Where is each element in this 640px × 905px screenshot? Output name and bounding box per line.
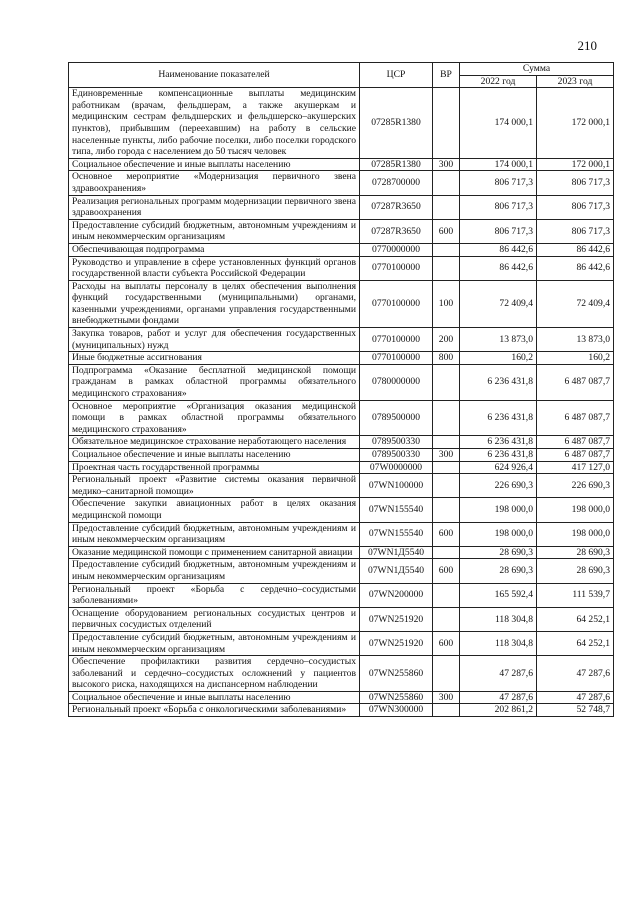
row-name-cell: Проектная часть государственной программы bbox=[69, 461, 360, 474]
row-csr-cell: 0789500000 bbox=[360, 400, 433, 436]
table-row bbox=[69, 559, 614, 583]
row-csr-cell: 0770100000 bbox=[360, 352, 433, 365]
row-sum-2022-cell: 202 861,2 bbox=[460, 704, 537, 717]
row-name-cell: Оказание медицинской помощи с применением санитарной авиации bbox=[69, 546, 360, 559]
row-sum-2023-cell: 28 690,3 bbox=[537, 546, 614, 559]
table-row bbox=[69, 195, 614, 219]
table-row bbox=[69, 256, 614, 280]
row-sum-2023-cell: 806 717,3 bbox=[537, 171, 614, 195]
row-sum-2022-cell: 47 287,6 bbox=[460, 691, 537, 704]
table-row bbox=[69, 583, 614, 607]
row-csr-cell: 0789500330 bbox=[360, 436, 433, 449]
row-name-cell: Реализация региональных программ модернизации первичного звена здравоохранения bbox=[69, 195, 360, 219]
row-sum-2022-cell: 174 000,1 bbox=[460, 88, 537, 159]
row-vr-cell bbox=[433, 461, 460, 474]
table-row bbox=[69, 522, 614, 546]
table-row bbox=[69, 219, 614, 243]
row-csr-cell: 0770100000 bbox=[360, 280, 433, 327]
row-name-cell: Закупка товаров, работ и услуг для обеспечения государственных (муниципальных) нужд bbox=[69, 328, 360, 352]
row-name-cell: Предоставление субсидий бюджетным, автономным учреждениям и иным некоммерческим организациям bbox=[69, 631, 360, 655]
header-name: Наименование показателей bbox=[69, 63, 360, 88]
row-vr-cell bbox=[433, 656, 460, 692]
row-vr-cell bbox=[433, 195, 460, 219]
row-sum-2022-cell: 86 442,6 bbox=[460, 256, 537, 280]
row-csr-cell: 07WN1Д5540 bbox=[360, 559, 433, 583]
row-csr-cell: 0728700000 bbox=[360, 171, 433, 195]
row-csr-cell: 07WN155540 bbox=[360, 498, 433, 522]
row-name-cell: Подпрограмма «Оказание бесплатной медицинской помощи гражданам в рамках областной программы обязательного медицинского страхования» bbox=[69, 364, 360, 400]
row-vr-cell bbox=[433, 474, 460, 498]
row-name-cell: Расходы на выплаты персоналу в целях обеспечения выполнения функций государственными (муниципальными) органами, казенными учреждениями, органами управления государственными внебюджетными фондами bbox=[69, 280, 360, 327]
table-row bbox=[69, 280, 614, 327]
row-csr-cell: 0770100000 bbox=[360, 256, 433, 280]
row-sum-2022-cell: 47 287,6 bbox=[460, 656, 537, 692]
row-name-cell: Основное мероприятие «Модернизация первичного звена здравоохранения» bbox=[69, 171, 360, 195]
row-csr-cell: 07WN251920 bbox=[360, 631, 433, 655]
row-sum-2023-cell: 28 690,3 bbox=[537, 559, 614, 583]
row-sum-2022-cell: 6 236 431,8 bbox=[460, 364, 537, 400]
row-vr-cell bbox=[433, 498, 460, 522]
row-csr-cell: 0770000000 bbox=[360, 243, 433, 256]
row-vr-cell: 300 bbox=[433, 449, 460, 462]
row-name-cell: Предоставление субсидий бюджетным, автономным учреждениям и иным некоммерческим организациям bbox=[69, 219, 360, 243]
row-name-cell: Предоставление субсидий бюджетным, автономным учреждениям и иным некоммерческим организациям bbox=[69, 559, 360, 583]
table-row bbox=[69, 88, 614, 159]
row-sum-2022-cell: 806 717,3 bbox=[460, 171, 537, 195]
row-csr-cell: 07WN255860 bbox=[360, 691, 433, 704]
table-body bbox=[69, 88, 614, 717]
row-sum-2022-cell: 86 442,6 bbox=[460, 243, 537, 256]
row-csr-cell: 0780000000 bbox=[360, 364, 433, 400]
row-vr-cell: 600 bbox=[433, 219, 460, 243]
row-vr-cell: 800 bbox=[433, 352, 460, 365]
table-row bbox=[69, 498, 614, 522]
row-sum-2023-cell: 806 717,3 bbox=[537, 219, 614, 243]
row-vr-cell bbox=[433, 88, 460, 159]
table-row bbox=[69, 461, 614, 474]
row-csr-cell: 0789500330 bbox=[360, 449, 433, 462]
row-sum-2023-cell: 47 287,6 bbox=[537, 656, 614, 692]
row-csr-cell: 07285R1380 bbox=[360, 158, 433, 171]
table-row bbox=[69, 546, 614, 559]
header-sum: Сумма bbox=[460, 63, 614, 76]
table-row bbox=[69, 158, 614, 171]
row-sum-2023-cell: 6 487 087,7 bbox=[537, 449, 614, 462]
row-sum-2022-cell: 174 000,1 bbox=[460, 158, 537, 171]
header-year-2022: 2022 год bbox=[460, 75, 537, 88]
table-row bbox=[69, 691, 614, 704]
row-name-cell: Единовременные компенсационные выплаты медицинским работникам (врачам, фельдшерам, а также акушеркам и медицинским сестрам фельдшерских и фельдшерско–акушерских пунктов), прибывшим (переехавшим) на работу в сельские населенные пункты, либо рабочие поселки, либо поселки городского типа, либо города с населением до 50 тысяч человек bbox=[69, 88, 360, 159]
row-name-cell: Обеспечение профилактики развития сердечно–сосудистых заболеваний и сердечно–сосудистых осложнений у пациентов высокого риска, находящихся на диспансерном наблюдении bbox=[69, 656, 360, 692]
row-sum-2022-cell: 28 690,3 bbox=[460, 559, 537, 583]
row-name-cell: Обеспечение закупки авиационных работ в целях оказания медицинской помощи bbox=[69, 498, 360, 522]
row-name-cell: Предоставление субсидий бюджетным, автономным учреждениям и иным некоммерческим организациям bbox=[69, 522, 360, 546]
table-row bbox=[69, 631, 614, 655]
header-vr: ВР bbox=[433, 63, 460, 88]
row-sum-2023-cell: 6 487 087,7 bbox=[537, 400, 614, 436]
row-vr-cell bbox=[433, 436, 460, 449]
row-vr-cell: 600 bbox=[433, 522, 460, 546]
row-sum-2023-cell: 172 000,1 bbox=[537, 88, 614, 159]
row-sum-2023-cell: 52 748,7 bbox=[537, 704, 614, 717]
row-sum-2022-cell: 6 236 431,8 bbox=[460, 400, 537, 436]
row-csr-cell: 07WN155540 bbox=[360, 522, 433, 546]
row-vr-cell bbox=[433, 364, 460, 400]
row-csr-cell: 07W0000000 bbox=[360, 461, 433, 474]
row-csr-cell: 07WN100000 bbox=[360, 474, 433, 498]
row-sum-2023-cell: 806 717,3 bbox=[537, 195, 614, 219]
table-header bbox=[69, 63, 614, 88]
row-sum-2023-cell: 86 442,6 bbox=[537, 243, 614, 256]
row-sum-2022-cell: 226 690,3 bbox=[460, 474, 537, 498]
row-sum-2022-cell: 806 717,3 bbox=[460, 195, 537, 219]
table-row bbox=[69, 352, 614, 365]
row-name-cell: Социальное обеспечение и иные выплаты населению bbox=[69, 158, 360, 171]
row-sum-2023-cell: 64 252,1 bbox=[537, 607, 614, 631]
table-row bbox=[69, 400, 614, 436]
row-csr-cell: 07WN300000 bbox=[360, 704, 433, 717]
row-name-cell: Руководство и управление в сфере установленных функций органов государственной власти субъекта Российской Федерации bbox=[69, 256, 360, 280]
table-row bbox=[69, 449, 614, 462]
row-vr-cell: 200 bbox=[433, 328, 460, 352]
row-sum-2022-cell: 198 000,0 bbox=[460, 498, 537, 522]
row-name-cell: Иные бюджетные ассигнования bbox=[69, 352, 360, 365]
row-sum-2022-cell: 118 304,8 bbox=[460, 631, 537, 655]
row-sum-2023-cell: 64 252,1 bbox=[537, 631, 614, 655]
row-vr-cell bbox=[433, 171, 460, 195]
row-vr-cell: 300 bbox=[433, 691, 460, 704]
row-sum-2022-cell: 28 690,3 bbox=[460, 546, 537, 559]
row-vr-cell: 600 bbox=[433, 631, 460, 655]
row-sum-2022-cell: 6 236 431,8 bbox=[460, 449, 537, 462]
table-row bbox=[69, 243, 614, 256]
row-csr-cell: 07WN1Д5540 bbox=[360, 546, 433, 559]
table-row bbox=[69, 171, 614, 195]
row-csr-cell: 07285R1380 bbox=[360, 88, 433, 159]
row-sum-2022-cell: 198 000,0 bbox=[460, 522, 537, 546]
row-name-cell: Оснащение оборудованием региональных сосудистых центров и первичных сосудистых отделений bbox=[69, 607, 360, 631]
row-csr-cell: 07WN251920 bbox=[360, 607, 433, 631]
row-sum-2023-cell: 47 287,6 bbox=[537, 691, 614, 704]
row-sum-2023-cell: 111 539,7 bbox=[537, 583, 614, 607]
row-vr-cell bbox=[433, 243, 460, 256]
row-vr-cell bbox=[433, 704, 460, 717]
row-sum-2023-cell: 6 487 087,7 bbox=[537, 364, 614, 400]
table-row bbox=[69, 436, 614, 449]
table-row bbox=[69, 364, 614, 400]
table-row bbox=[69, 656, 614, 692]
row-vr-cell bbox=[433, 256, 460, 280]
row-sum-2023-cell: 417 127,0 bbox=[537, 461, 614, 474]
row-vr-cell: 100 bbox=[433, 280, 460, 327]
row-name-cell: Региональный проект «Борьба с онкологическими заболеваниями» bbox=[69, 704, 360, 717]
row-sum-2023-cell: 198 000,0 bbox=[537, 522, 614, 546]
row-sum-2022-cell: 6 236 431,8 bbox=[460, 436, 537, 449]
row-sum-2023-cell: 198 000,0 bbox=[537, 498, 614, 522]
row-name-cell: Региональный проект «Развитие системы оказания первичной медико–санитарной помощи» bbox=[69, 474, 360, 498]
row-vr-cell bbox=[433, 400, 460, 436]
row-sum-2022-cell: 13 873,0 bbox=[460, 328, 537, 352]
row-sum-2023-cell: 160,2 bbox=[537, 352, 614, 365]
row-vr-cell bbox=[433, 607, 460, 631]
row-name-cell: Социальное обеспечение и иные выплаты населению bbox=[69, 691, 360, 704]
row-name-cell: Обязательное медицинское страхование неработающего населения bbox=[69, 436, 360, 449]
table-row bbox=[69, 607, 614, 631]
row-csr-cell: 0770100000 bbox=[360, 328, 433, 352]
row-vr-cell: 300 bbox=[433, 158, 460, 171]
row-csr-cell: 07WN200000 bbox=[360, 583, 433, 607]
row-sum-2022-cell: 624 926,4 bbox=[460, 461, 537, 474]
row-vr-cell: 600 bbox=[433, 559, 460, 583]
row-sum-2022-cell: 160,2 bbox=[460, 352, 537, 365]
budget-table bbox=[68, 62, 614, 717]
row-sum-2022-cell: 806 717,3 bbox=[460, 219, 537, 243]
header-csr: ЦСР bbox=[360, 63, 433, 88]
row-name-cell: Обеспечивающая подпрограмма bbox=[69, 243, 360, 256]
row-name-cell: Социальное обеспечение и иные выплаты населению bbox=[69, 449, 360, 462]
row-sum-2023-cell: 13 873,0 bbox=[537, 328, 614, 352]
table-row bbox=[69, 704, 614, 717]
row-sum-2022-cell: 72 409,4 bbox=[460, 280, 537, 327]
table-row bbox=[69, 328, 614, 352]
row-name-cell: Региональный проект «Борьба с сердечно–сосудистыми заболеваниями» bbox=[69, 583, 360, 607]
row-sum-2023-cell: 86 442,6 bbox=[537, 256, 614, 280]
row-csr-cell: 07287R3650 bbox=[360, 195, 433, 219]
row-sum-2023-cell: 72 409,4 bbox=[537, 280, 614, 327]
row-sum-2023-cell: 226 690,3 bbox=[537, 474, 614, 498]
row-sum-2022-cell: 118 304,8 bbox=[460, 607, 537, 631]
row-sum-2023-cell: 172 000,1 bbox=[537, 158, 614, 171]
row-sum-2022-cell: 165 592,4 bbox=[460, 583, 537, 607]
row-csr-cell: 07287R3650 bbox=[360, 219, 433, 243]
row-vr-cell bbox=[433, 546, 460, 559]
header-year-2023: 2023 год bbox=[537, 75, 614, 88]
page-number: 210 bbox=[577, 38, 597, 53]
row-sum-2023-cell: 6 487 087,7 bbox=[537, 436, 614, 449]
row-csr-cell: 07WN255860 bbox=[360, 656, 433, 692]
table-row bbox=[69, 474, 614, 498]
row-vr-cell bbox=[433, 583, 460, 607]
row-name-cell: Основное мероприятие «Организация оказания медицинской помощи в рамках областной программы обязательного медицинского страхования» bbox=[69, 400, 360, 436]
